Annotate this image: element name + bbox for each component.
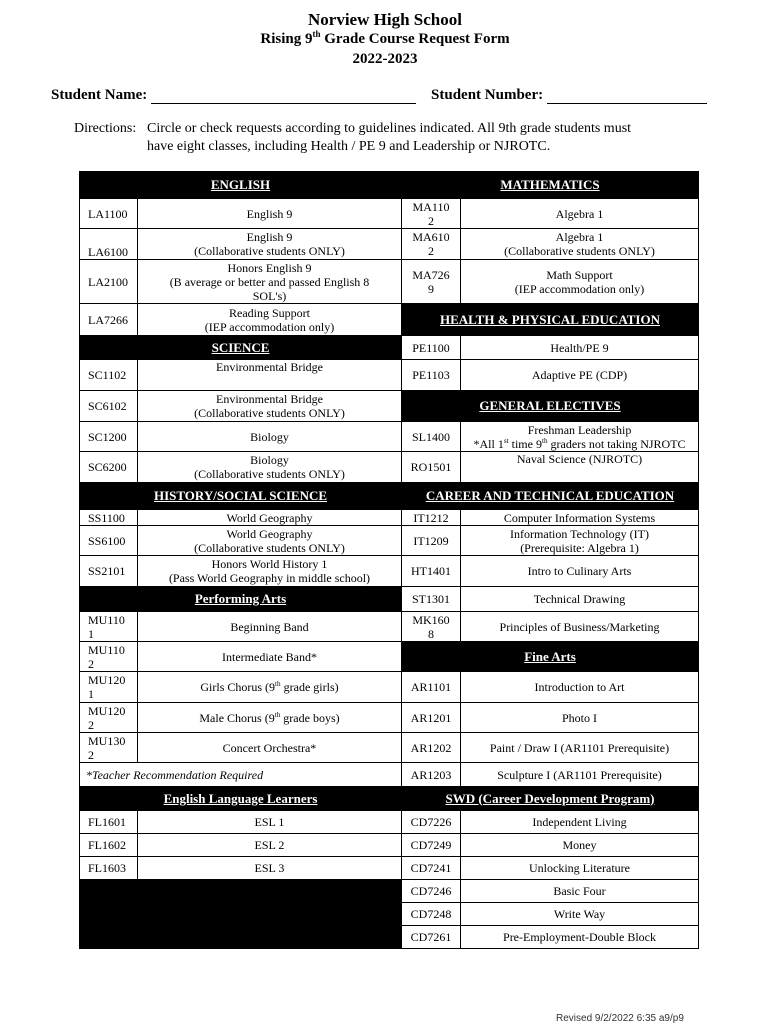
course-name[interactable]: ESL 3 [138, 857, 402, 880]
course-name[interactable]: Principles of Business/Marketing [461, 612, 699, 642]
course-code[interactable]: CD7226 [402, 811, 461, 834]
table-row[interactable] [80, 260, 699, 304]
table-row[interactable] [80, 526, 699, 556]
english-header: ENGLISH [80, 172, 402, 199]
course-code[interactable]: CD7241 [402, 857, 461, 880]
course-code[interactable]: SS6100 [80, 526, 138, 556]
course-code[interactable]: LA6100 [80, 229, 138, 260]
course-name[interactable]: Math Support (IEP accommodation only) [461, 260, 699, 304]
course-name[interactable]: Environmental Bridge [138, 360, 402, 391]
course-name[interactable]: World Geography [138, 510, 402, 526]
course-code[interactable]: MA110 2 [402, 199, 461, 229]
student-fields: Student Name: Student Number: [51, 87, 707, 104]
course-name[interactable]: Girls Chorus (9th grade girls) [138, 672, 402, 703]
table-row[interactable] [80, 811, 699, 834]
course-name[interactable]: Paint / Draw I (AR1101 Prerequisite) [461, 733, 699, 763]
course-code[interactable]: MU110 1 [80, 612, 138, 642]
course-code[interactable]: MA726 9 [402, 260, 461, 304]
course-name[interactable]: Write Way [461, 903, 699, 926]
school-name: Norview High School [308, 10, 462, 29]
student-name-label: Student Name [51, 87, 143, 103]
table-row[interactable] [80, 642, 699, 672]
teacher-recommendation-note: *Teacher Recommendation Required [80, 763, 402, 787]
table-row[interactable] [80, 672, 699, 703]
directions-line-1: Circle or check requests according to guidelines indicated. All 9th grade students must [147, 121, 632, 136]
course-name[interactable]: Naval Science (NJROTC) [461, 452, 699, 483]
course-name[interactable]: Algebra 1 (Collaborative students ONLY) [461, 229, 699, 260]
course-name[interactable]: Money [461, 834, 699, 857]
table-row[interactable] [80, 510, 699, 526]
course-code[interactable]: SS1100 [80, 510, 138, 526]
course-name[interactable]: Environmental Bridge (Collaborative students ONLY) [138, 391, 402, 422]
table-row[interactable] [80, 880, 699, 903]
course-name[interactable]: English 9 [138, 199, 402, 229]
ell-header: English Language Learners [80, 787, 402, 811]
directions [74, 120, 631, 156]
directions-line-2: have eight classes, including Health / PE 9 and Leadership or NJROTC. [147, 139, 551, 154]
table-row[interactable] [80, 304, 699, 336]
course-name[interactable]: Basic Four [461, 880, 699, 903]
history-header: HISTORY/SOCIAL SCIENCE [80, 483, 402, 510]
course-code[interactable]: CD7261 [402, 926, 461, 949]
course-code[interactable]: AR1201 [402, 703, 461, 733]
course-code[interactable]: ST1301 [402, 587, 461, 612]
table-row[interactable] [80, 703, 699, 733]
table-row[interactable] [80, 360, 699, 391]
course-name[interactable]: Introduction to Art [461, 672, 699, 703]
table-row[interactable] [80, 199, 699, 229]
course-name[interactable]: Freshman Leadership *All 1st time 9th graders not taking NJROTC [461, 422, 699, 452]
course-code[interactable]: IT1212 [402, 510, 461, 526]
course-name[interactable]: Computer Information Systems [461, 510, 699, 526]
table-row[interactable] [80, 422, 699, 452]
student-name-field[interactable] [151, 89, 416, 104]
course-name[interactable]: Technical Drawing [461, 587, 699, 612]
course-name[interactable]: Sculpture I (AR1101 Prerequisite) [461, 763, 699, 787]
course-name[interactable]: Information Technology (IT) (Prerequisite: Algebra 1) [461, 526, 699, 556]
course-code[interactable]: PE1103 [402, 360, 461, 391]
table-row[interactable] [80, 452, 699, 483]
math-header: MATHEMATICS [402, 172, 699, 199]
revision-footer: Revised 9/2/2022 6:35 a9/p9 [556, 1013, 684, 1024]
student-number-label: Student Number [431, 87, 539, 103]
course-name[interactable]: Concert Orchestra* [138, 733, 402, 763]
performing-arts-header: Performing Arts [80, 587, 402, 612]
student-number-field[interactable] [547, 89, 707, 104]
form-title: Rising 9th Grade Course Request Form [260, 29, 510, 47]
course-name[interactable]: Health/PE 9 [461, 336, 699, 360]
fine-arts-header: Fine Arts [402, 642, 699, 672]
course-name[interactable]: Algebra 1 [461, 199, 699, 229]
course-code[interactable]: MU110 2 [80, 642, 138, 672]
course-code[interactable]: FL1603 [80, 857, 138, 880]
course-name[interactable]: Honors English 9 (B average or better and passed English 8 SOL's) [138, 260, 402, 304]
science-header: SCIENCE [80, 336, 402, 360]
course-name[interactable]: English 9 (Collaborative students ONLY) [138, 229, 402, 260]
career-tech-header: CAREER AND TECHNICAL EDUCATION [402, 483, 699, 510]
course-code[interactable]: PE1100 [402, 336, 461, 360]
table-row[interactable] [80, 391, 699, 422]
swd-header: SWD (Career Development Program) [402, 787, 699, 811]
course-code[interactable]: SC6200 [80, 452, 138, 483]
course-name[interactable]: Biology [138, 422, 402, 452]
table-row[interactable] [80, 229, 699, 260]
table-row[interactable] [80, 834, 699, 857]
course-code[interactable]: SS2101 [80, 556, 138, 587]
course-code[interactable]: FL1601 [80, 811, 138, 834]
course-name[interactable]: Honors World History 1 (Pass World Geography in middle school) [138, 556, 402, 587]
course-name[interactable]: ESL 1 [138, 811, 402, 834]
course-code[interactable]: LA1100 [80, 199, 138, 229]
course-name[interactable]: Intermediate Band* [138, 642, 402, 672]
course-name[interactable]: ESL 2 [138, 834, 402, 857]
table-row[interactable] [80, 556, 699, 587]
course-code[interactable]: IT1209 [402, 526, 461, 556]
course-code[interactable]: LA2100 [80, 260, 138, 304]
course-code[interactable]: MK160 8 [402, 612, 461, 642]
general-electives-header: GENERAL ELECTIVES [402, 391, 699, 422]
course-name[interactable]: Intro to Culinary Arts [461, 556, 699, 587]
course-code[interactable]: CD7246 [402, 880, 461, 903]
course-code[interactable]: CD7248 [402, 903, 461, 926]
blank-block [80, 880, 402, 949]
course-code[interactable]: HT1401 [402, 556, 461, 587]
course-name[interactable]: Male Chorus (9th grade boys) [138, 703, 402, 733]
course-code[interactable]: MU120 1 [80, 672, 138, 703]
course-name[interactable]: Photo I [461, 703, 699, 733]
health-pe-header: HEALTH & PHYSICAL EDUCATION [402, 304, 699, 336]
course-code[interactable]: SC6102 [80, 391, 138, 422]
course-code[interactable]: CD7249 [402, 834, 461, 857]
course-name[interactable]: World Geography (Collaborative students ONLY) [138, 526, 402, 556]
course-name[interactable]: Adaptive PE (CDP) [461, 360, 699, 391]
directions-label: Directions: [74, 121, 137, 136]
course-code[interactable]: SC1200 [80, 422, 138, 452]
course-name[interactable]: Independent Living [461, 811, 699, 834]
course-code[interactable]: AR1203 [402, 763, 461, 787]
course-code[interactable]: AR1101 [402, 672, 461, 703]
course-table [79, 171, 699, 949]
course-code[interactable]: SC1102 [80, 360, 138, 391]
course-code[interactable]: SL1400 [402, 422, 461, 452]
course-code[interactable]: MU120 2 [80, 703, 138, 733]
course-name[interactable]: Pre-Employment-Double Block [461, 926, 699, 949]
course-code[interactable]: MU130 2 [80, 733, 138, 763]
course-code[interactable]: FL1602 [80, 834, 138, 857]
course-name[interactable]: Beginning Band [138, 612, 402, 642]
course-name[interactable]: Biology (Collaborative students ONLY) [138, 452, 402, 483]
course-name[interactable]: Reading Support (IEP accommodation only) [138, 304, 402, 336]
course-name[interactable]: Unlocking Literature [461, 857, 699, 880]
table-row[interactable] [80, 857, 699, 880]
course-code[interactable]: AR1202 [402, 733, 461, 763]
school-year: 2022-2023 [352, 51, 418, 67]
table-row[interactable] [80, 733, 699, 763]
course-code[interactable]: LA7266 [80, 304, 138, 336]
table-row[interactable] [80, 612, 699, 642]
course-code[interactable]: MA610 2 [402, 229, 461, 260]
course-code[interactable]: RO1501 [402, 452, 461, 483]
